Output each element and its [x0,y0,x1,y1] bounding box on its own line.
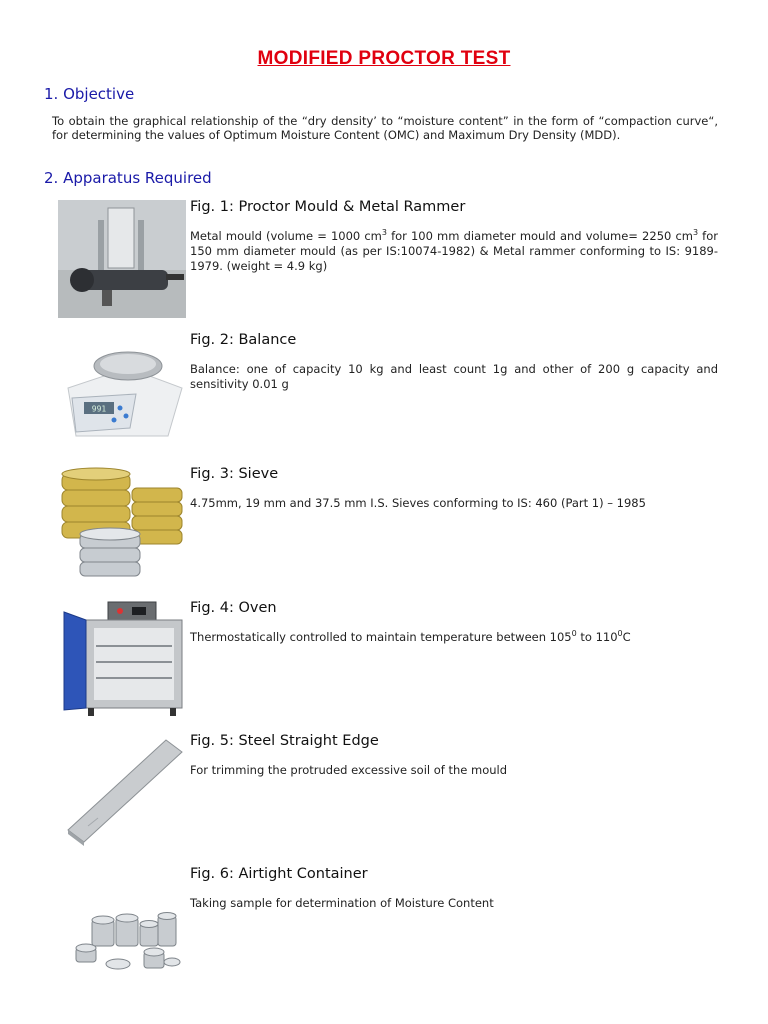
fig-6-title: Fig. 6: Airtight Container [190,866,368,882]
fig-2-title: Fig. 2: Balance [190,332,297,348]
balance-icon [58,328,186,446]
objective-text: To obtain the graphical relationship of the “dry density’ to “moisture content” in the form of “compaction curve“, for determining the values of Optimum Moisture Content (OMC) and Maximum Dry Density (MDD). [52,114,718,142]
fig-2 [190,332,718,392]
sieve-icon [58,464,186,582]
fig-6-desc: Taking sample for determination of Moisture Content [190,896,494,910]
page-title: MODIFIED PROCTOR TEST [257,48,511,69]
fig-3-title: Fig. 3: Sieve [190,466,279,482]
svg-text:991: 991 [91,404,107,414]
straight-edge-icon [58,730,186,848]
apparatus-heading: 2. Apparatus Required [44,169,212,187]
fig-1-desc: Metal mould (volume = 1000 $cm^3$ for 100 mm diameter mould and volume= 2250 $cm^3$ for 150 mm diameter mould (as per IS:10074-1982) & Metal rammer conforming to IS: 9189-1979. (weight = 4.9 kg) [190,228,718,273]
fig-3-desc: 4.75mm, 19 mm and 37.5 mm I.S. Sieves conforming to IS: 460 (Part 1) – 1985 [190,496,646,510]
fig-6 [190,866,718,911]
container-icon [58,866,186,984]
oven-icon [58,598,186,716]
objective-heading: 1. Objective [44,85,135,103]
fig-5-title: Fig. 5: Steel Straight Edge [190,733,379,749]
fig-4 [190,600,718,645]
fig-5-desc: For trimming the protruded excessive soil of the mould [190,763,508,777]
fig-1-title: Fig. 1: Proctor Mould & Metal Rammer [190,199,466,215]
fig-4-desc: Thermostatically controlled to maintain temperature between $105^0$ to $110^0C$ [190,629,631,644]
fig-3 [190,466,718,511]
fig-2-desc: Balance: one of capacity 10 kg and least count 1g and other of 200 g capacity and sensitivity 0.01 g [190,362,718,391]
fig-4-title: Fig. 4: Oven [190,600,277,616]
fig-5 [190,733,718,778]
fig-1 [190,199,718,274]
proctor-mould-icon [58,200,186,318]
